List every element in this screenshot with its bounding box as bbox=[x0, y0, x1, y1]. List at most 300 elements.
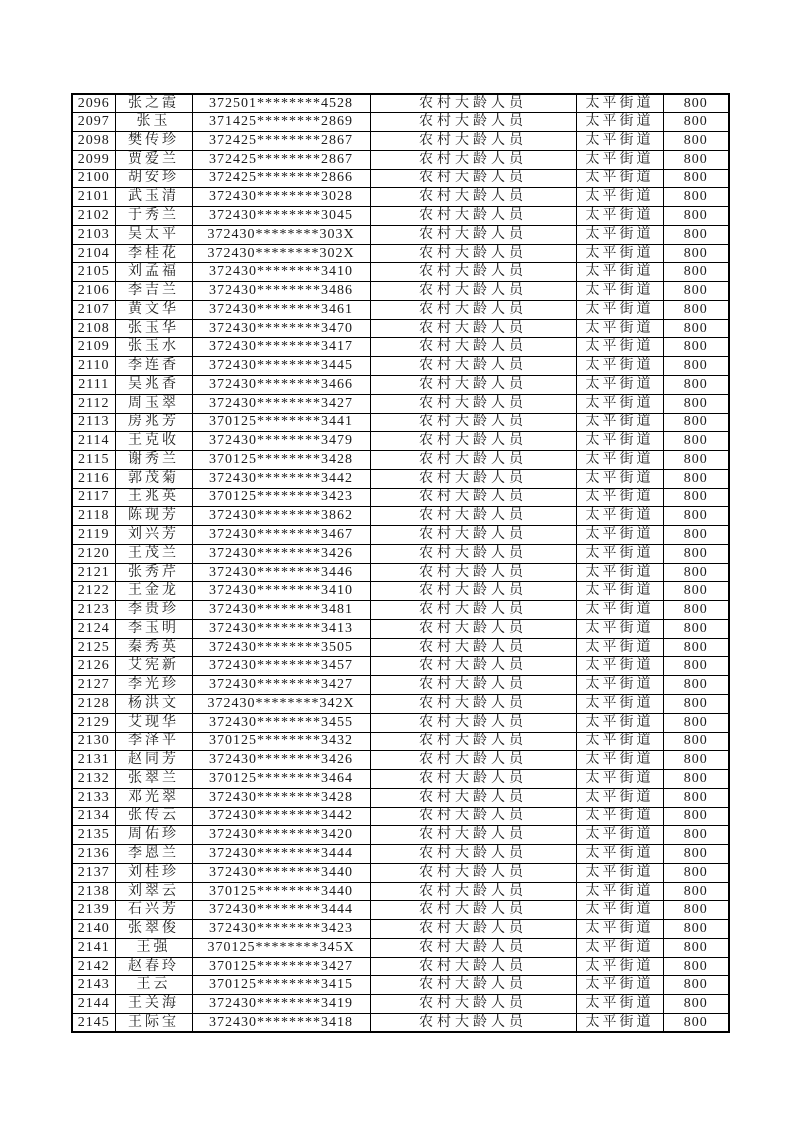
amount-cell: 800 bbox=[663, 451, 729, 470]
id-cell: 370125********3432 bbox=[192, 732, 370, 751]
category-cell: 农村大龄人员 bbox=[370, 938, 576, 957]
amount-cell: 800 bbox=[663, 113, 729, 132]
seq-cell: 2112 bbox=[72, 394, 115, 413]
seq-cell: 2097 bbox=[72, 113, 115, 132]
table-row bbox=[72, 920, 729, 939]
table-row bbox=[72, 94, 729, 113]
amount-cell: 800 bbox=[663, 901, 729, 920]
name-cell: 李恩兰 bbox=[115, 845, 192, 864]
category-cell: 农村大龄人员 bbox=[370, 469, 576, 488]
table-row bbox=[72, 638, 729, 657]
street-cell: 太平街道 bbox=[576, 207, 663, 226]
seq-cell: 2106 bbox=[72, 282, 115, 301]
street-cell: 太平街道 bbox=[576, 938, 663, 957]
category-cell: 农村大龄人员 bbox=[370, 1014, 576, 1033]
category-cell: 农村大龄人员 bbox=[370, 544, 576, 563]
name-cell: 房兆芳 bbox=[115, 413, 192, 432]
seq-cell: 2120 bbox=[72, 544, 115, 563]
street-cell: 太平街道 bbox=[576, 638, 663, 657]
seq-cell: 2134 bbox=[72, 807, 115, 826]
street-cell: 太平街道 bbox=[576, 338, 663, 357]
amount-cell: 800 bbox=[663, 845, 729, 864]
amount-cell: 800 bbox=[663, 619, 729, 638]
table-row bbox=[72, 1014, 729, 1033]
street-cell: 太平街道 bbox=[576, 488, 663, 507]
name-cell: 邓光翠 bbox=[115, 788, 192, 807]
seq-cell: 2116 bbox=[72, 469, 115, 488]
category-cell: 农村大龄人员 bbox=[370, 488, 576, 507]
amount-cell: 800 bbox=[663, 225, 729, 244]
name-cell: 艾现华 bbox=[115, 713, 192, 732]
amount-cell: 800 bbox=[663, 826, 729, 845]
category-cell: 农村大龄人员 bbox=[370, 638, 576, 657]
id-cell: 372430********3423 bbox=[192, 920, 370, 939]
category-cell: 农村大龄人员 bbox=[370, 394, 576, 413]
name-cell: 张翠兰 bbox=[115, 770, 192, 789]
table-row bbox=[72, 619, 729, 638]
seq-cell: 2104 bbox=[72, 244, 115, 263]
category-cell: 农村大龄人员 bbox=[370, 601, 576, 620]
amount-cell: 800 bbox=[663, 150, 729, 169]
amount-cell: 800 bbox=[663, 188, 729, 207]
table-row bbox=[72, 150, 729, 169]
id-cell: 371425********2869 bbox=[192, 113, 370, 132]
seq-cell: 2102 bbox=[72, 207, 115, 226]
seq-cell: 2108 bbox=[72, 319, 115, 338]
id-cell: 372430********3455 bbox=[192, 713, 370, 732]
seq-cell: 2123 bbox=[72, 601, 115, 620]
id-cell: 370125********3440 bbox=[192, 882, 370, 901]
category-cell: 农村大龄人员 bbox=[370, 300, 576, 319]
seq-cell: 2124 bbox=[72, 619, 115, 638]
table-row bbox=[72, 544, 729, 563]
seq-cell: 2142 bbox=[72, 957, 115, 976]
table-row bbox=[72, 300, 729, 319]
name-cell: 刘兴芳 bbox=[115, 526, 192, 545]
category-cell: 农村大龄人员 bbox=[370, 451, 576, 470]
table-row bbox=[72, 169, 729, 188]
amount-cell: 800 bbox=[663, 207, 729, 226]
seq-cell: 2129 bbox=[72, 713, 115, 732]
street-cell: 太平街道 bbox=[576, 451, 663, 470]
name-cell: 张传云 bbox=[115, 807, 192, 826]
id-cell: 372430********3457 bbox=[192, 657, 370, 676]
seq-cell: 2107 bbox=[72, 300, 115, 319]
amount-cell: 800 bbox=[663, 751, 729, 770]
id-cell: 372425********2866 bbox=[192, 169, 370, 188]
amount-cell: 800 bbox=[663, 169, 729, 188]
table-row bbox=[72, 225, 729, 244]
amount-cell: 800 bbox=[663, 788, 729, 807]
category-cell: 农村大龄人员 bbox=[370, 188, 576, 207]
table-row bbox=[72, 826, 729, 845]
table-row bbox=[72, 713, 729, 732]
table-row bbox=[72, 601, 729, 620]
category-cell: 农村大龄人员 bbox=[370, 676, 576, 695]
amount-cell: 800 bbox=[663, 863, 729, 882]
table-row bbox=[72, 207, 729, 226]
table-row bbox=[72, 357, 729, 376]
name-cell: 艾宪新 bbox=[115, 657, 192, 676]
seq-cell: 2145 bbox=[72, 1014, 115, 1033]
amount-cell: 800 bbox=[663, 544, 729, 563]
category-cell: 农村大龄人员 bbox=[370, 169, 576, 188]
table-row bbox=[72, 788, 729, 807]
category-cell: 农村大龄人员 bbox=[370, 807, 576, 826]
seq-cell: 2125 bbox=[72, 638, 115, 657]
seq-cell: 2135 bbox=[72, 826, 115, 845]
category-cell: 农村大龄人员 bbox=[370, 976, 576, 995]
seq-cell: 2121 bbox=[72, 563, 115, 582]
street-cell: 太平街道 bbox=[576, 300, 663, 319]
category-cell: 农村大龄人员 bbox=[370, 132, 576, 151]
amount-cell: 800 bbox=[663, 244, 729, 263]
id-cell: 372430********3427 bbox=[192, 676, 370, 695]
table-row bbox=[72, 526, 729, 545]
table-row bbox=[72, 938, 729, 957]
seq-cell: 2100 bbox=[72, 169, 115, 188]
amount-cell: 800 bbox=[663, 995, 729, 1014]
street-cell: 太平街道 bbox=[576, 863, 663, 882]
category-cell: 农村大龄人员 bbox=[370, 150, 576, 169]
street-cell: 太平街道 bbox=[576, 845, 663, 864]
category-cell: 农村大龄人员 bbox=[370, 920, 576, 939]
name-cell: 樊传珍 bbox=[115, 132, 192, 151]
seq-cell: 2141 bbox=[72, 938, 115, 957]
street-cell: 太平街道 bbox=[576, 788, 663, 807]
table-row bbox=[72, 976, 729, 995]
category-cell: 农村大龄人员 bbox=[370, 225, 576, 244]
category-cell: 农村大龄人员 bbox=[370, 113, 576, 132]
category-cell: 农村大龄人员 bbox=[370, 282, 576, 301]
id-cell: 370125********3423 bbox=[192, 488, 370, 507]
category-cell: 农村大龄人员 bbox=[370, 845, 576, 864]
table-row bbox=[72, 563, 729, 582]
street-cell: 太平街道 bbox=[576, 619, 663, 638]
street-cell: 太平街道 bbox=[576, 882, 663, 901]
seq-cell: 2114 bbox=[72, 432, 115, 451]
table-row bbox=[72, 319, 729, 338]
street-cell: 太平街道 bbox=[576, 507, 663, 526]
street-cell: 太平街道 bbox=[576, 432, 663, 451]
street-cell: 太平街道 bbox=[576, 282, 663, 301]
amount-cell: 800 bbox=[663, 582, 729, 601]
category-cell: 农村大龄人员 bbox=[370, 263, 576, 282]
street-cell: 太平街道 bbox=[576, 563, 663, 582]
id-cell: 372430********3428 bbox=[192, 788, 370, 807]
category-cell: 农村大龄人员 bbox=[370, 526, 576, 545]
table-row bbox=[72, 469, 729, 488]
amount-cell: 800 bbox=[663, 807, 729, 826]
id-cell: 372430********3444 bbox=[192, 901, 370, 920]
name-cell: 刘孟福 bbox=[115, 263, 192, 282]
category-cell: 农村大龄人员 bbox=[370, 863, 576, 882]
table-row bbox=[72, 113, 729, 132]
table-row bbox=[72, 394, 729, 413]
street-cell: 太平街道 bbox=[576, 113, 663, 132]
name-cell: 于秀兰 bbox=[115, 207, 192, 226]
amount-cell: 800 bbox=[663, 319, 729, 338]
amount-cell: 800 bbox=[663, 375, 729, 394]
name-cell: 郭茂菊 bbox=[115, 469, 192, 488]
name-cell: 黄文华 bbox=[115, 300, 192, 319]
seq-cell: 2126 bbox=[72, 657, 115, 676]
amount-cell: 800 bbox=[663, 657, 729, 676]
name-cell: 张玉 bbox=[115, 113, 192, 132]
category-cell: 农村大龄人员 bbox=[370, 357, 576, 376]
seq-cell: 2118 bbox=[72, 507, 115, 526]
street-cell: 太平街道 bbox=[576, 169, 663, 188]
name-cell: 周玉翠 bbox=[115, 394, 192, 413]
seq-cell: 2115 bbox=[72, 451, 115, 470]
name-cell: 秦秀英 bbox=[115, 638, 192, 657]
amount-cell: 800 bbox=[663, 394, 729, 413]
name-cell: 吴太平 bbox=[115, 225, 192, 244]
id-cell: 372430********342X bbox=[192, 695, 370, 714]
street-cell: 太平街道 bbox=[576, 901, 663, 920]
amount-cell: 800 bbox=[663, 338, 729, 357]
id-cell: 372430********3419 bbox=[192, 995, 370, 1014]
seq-cell: 2131 bbox=[72, 751, 115, 770]
id-cell: 372430********3446 bbox=[192, 563, 370, 582]
id-cell: 372430********303X bbox=[192, 225, 370, 244]
name-cell: 赵同芳 bbox=[115, 751, 192, 770]
name-cell: 刘桂珍 bbox=[115, 863, 192, 882]
category-cell: 农村大龄人员 bbox=[370, 995, 576, 1014]
id-cell: 370125********3441 bbox=[192, 413, 370, 432]
amount-cell: 800 bbox=[663, 263, 729, 282]
seq-cell: 2122 bbox=[72, 582, 115, 601]
amount-cell: 800 bbox=[663, 563, 729, 582]
table-row bbox=[72, 282, 729, 301]
street-cell: 太平街道 bbox=[576, 132, 663, 151]
street-cell: 太平街道 bbox=[576, 394, 663, 413]
amount-cell: 800 bbox=[663, 976, 729, 995]
id-cell: 372430********3862 bbox=[192, 507, 370, 526]
street-cell: 太平街道 bbox=[576, 751, 663, 770]
table-row bbox=[72, 244, 729, 263]
category-cell: 农村大龄人员 bbox=[370, 207, 576, 226]
amount-cell: 800 bbox=[663, 676, 729, 695]
name-cell: 赵春玲 bbox=[115, 957, 192, 976]
category-cell: 农村大龄人员 bbox=[370, 432, 576, 451]
table-row bbox=[72, 957, 729, 976]
name-cell: 陈现芳 bbox=[115, 507, 192, 526]
table-row bbox=[72, 676, 729, 695]
category-cell: 农村大龄人员 bbox=[370, 882, 576, 901]
id-cell: 372430********3467 bbox=[192, 526, 370, 545]
seq-cell: 2128 bbox=[72, 695, 115, 714]
amount-cell: 800 bbox=[663, 357, 729, 376]
category-cell: 农村大龄人员 bbox=[370, 957, 576, 976]
seq-cell: 2143 bbox=[72, 976, 115, 995]
amount-cell: 800 bbox=[663, 957, 729, 976]
street-cell: 太平街道 bbox=[576, 319, 663, 338]
name-cell: 李光珍 bbox=[115, 676, 192, 695]
category-cell: 农村大龄人员 bbox=[370, 826, 576, 845]
id-cell: 372430********302X bbox=[192, 244, 370, 263]
id-cell: 372430********3444 bbox=[192, 845, 370, 864]
table-row bbox=[72, 732, 729, 751]
amount-cell: 800 bbox=[663, 132, 729, 151]
id-cell: 372430********3440 bbox=[192, 863, 370, 882]
table-row bbox=[72, 451, 729, 470]
id-cell: 372430********3486 bbox=[192, 282, 370, 301]
street-cell: 太平街道 bbox=[576, 244, 663, 263]
id-cell: 370125********3464 bbox=[192, 770, 370, 789]
amount-cell: 800 bbox=[663, 601, 729, 620]
name-cell: 李泽平 bbox=[115, 732, 192, 751]
name-cell: 张秀芹 bbox=[115, 563, 192, 582]
name-cell: 王兆英 bbox=[115, 488, 192, 507]
table-row bbox=[72, 751, 729, 770]
category-cell: 农村大龄人员 bbox=[370, 901, 576, 920]
name-cell: 王云 bbox=[115, 976, 192, 995]
name-cell: 吴兆香 bbox=[115, 375, 192, 394]
seq-cell: 2117 bbox=[72, 488, 115, 507]
id-cell: 372430********3426 bbox=[192, 544, 370, 563]
id-cell: 370125********3427 bbox=[192, 957, 370, 976]
name-cell: 张翠俊 bbox=[115, 920, 192, 939]
table-row bbox=[72, 507, 729, 526]
id-cell: 372430********3418 bbox=[192, 1014, 370, 1033]
seq-cell: 2139 bbox=[72, 901, 115, 920]
id-cell: 372430********3505 bbox=[192, 638, 370, 657]
street-cell: 太平街道 bbox=[576, 526, 663, 545]
street-cell: 太平街道 bbox=[576, 957, 663, 976]
table-row bbox=[72, 770, 729, 789]
seq-cell: 2127 bbox=[72, 676, 115, 695]
amount-cell: 800 bbox=[663, 94, 729, 113]
id-cell: 372430********3445 bbox=[192, 357, 370, 376]
id-cell: 372430********3481 bbox=[192, 601, 370, 620]
category-cell: 农村大龄人员 bbox=[370, 319, 576, 338]
roster-table-body bbox=[72, 94, 729, 1032]
id-cell: 372430********3442 bbox=[192, 807, 370, 826]
category-cell: 农村大龄人员 bbox=[370, 507, 576, 526]
seq-cell: 2140 bbox=[72, 920, 115, 939]
amount-cell: 800 bbox=[663, 432, 729, 451]
name-cell: 张玉水 bbox=[115, 338, 192, 357]
seq-cell: 2144 bbox=[72, 995, 115, 1014]
name-cell: 王克收 bbox=[115, 432, 192, 451]
name-cell: 胡安珍 bbox=[115, 169, 192, 188]
street-cell: 太平街道 bbox=[576, 995, 663, 1014]
amount-cell: 800 bbox=[663, 732, 729, 751]
seq-cell: 2111 bbox=[72, 375, 115, 394]
id-cell: 370125********345X bbox=[192, 938, 370, 957]
name-cell: 谢秀兰 bbox=[115, 451, 192, 470]
id-cell: 372430********3461 bbox=[192, 300, 370, 319]
id-cell: 372430********3420 bbox=[192, 826, 370, 845]
street-cell: 太平街道 bbox=[576, 544, 663, 563]
street-cell: 太平街道 bbox=[576, 94, 663, 113]
name-cell: 贾爱兰 bbox=[115, 150, 192, 169]
name-cell: 武玉清 bbox=[115, 188, 192, 207]
amount-cell: 800 bbox=[663, 413, 729, 432]
table-row bbox=[72, 338, 729, 357]
table-row bbox=[72, 413, 729, 432]
seq-cell: 2136 bbox=[72, 845, 115, 864]
street-cell: 太平街道 bbox=[576, 469, 663, 488]
name-cell: 李玉明 bbox=[115, 619, 192, 638]
seq-cell: 2133 bbox=[72, 788, 115, 807]
street-cell: 太平街道 bbox=[576, 1014, 663, 1033]
id-cell: 372430********3410 bbox=[192, 263, 370, 282]
amount-cell: 800 bbox=[663, 638, 729, 657]
street-cell: 太平街道 bbox=[576, 150, 663, 169]
table-row bbox=[72, 488, 729, 507]
street-cell: 太平街道 bbox=[576, 770, 663, 789]
table-row bbox=[72, 882, 729, 901]
seq-cell: 2138 bbox=[72, 882, 115, 901]
amount-cell: 800 bbox=[663, 526, 729, 545]
id-cell: 372430********3466 bbox=[192, 375, 370, 394]
name-cell: 张之霞 bbox=[115, 94, 192, 113]
table-row bbox=[72, 188, 729, 207]
street-cell: 太平街道 bbox=[576, 601, 663, 620]
category-cell: 农村大龄人员 bbox=[370, 338, 576, 357]
name-cell: 王茂兰 bbox=[115, 544, 192, 563]
amount-cell: 800 bbox=[663, 920, 729, 939]
name-cell: 周佑珍 bbox=[115, 826, 192, 845]
seq-cell: 2113 bbox=[72, 413, 115, 432]
street-cell: 太平街道 bbox=[576, 676, 663, 695]
name-cell: 王际宝 bbox=[115, 1014, 192, 1033]
table-row bbox=[72, 807, 729, 826]
name-cell: 李连香 bbox=[115, 357, 192, 376]
amount-cell: 800 bbox=[663, 300, 729, 319]
amount-cell: 800 bbox=[663, 488, 729, 507]
name-cell: 李贵珍 bbox=[115, 601, 192, 620]
table-row bbox=[72, 995, 729, 1014]
category-cell: 农村大龄人员 bbox=[370, 94, 576, 113]
table-row bbox=[72, 432, 729, 451]
id-cell: 372430********3028 bbox=[192, 188, 370, 207]
seq-cell: 2096 bbox=[72, 94, 115, 113]
category-cell: 农村大龄人员 bbox=[370, 713, 576, 732]
category-cell: 农村大龄人员 bbox=[370, 657, 576, 676]
table-row bbox=[72, 375, 729, 394]
street-cell: 太平街道 bbox=[576, 357, 663, 376]
amount-cell: 800 bbox=[663, 770, 729, 789]
amount-cell: 800 bbox=[663, 507, 729, 526]
id-cell: 372425********2867 bbox=[192, 150, 370, 169]
name-cell: 王关海 bbox=[115, 995, 192, 1014]
street-cell: 太平街道 bbox=[576, 732, 663, 751]
name-cell: 王强 bbox=[115, 938, 192, 957]
table-row bbox=[72, 263, 729, 282]
seq-cell: 2103 bbox=[72, 225, 115, 244]
id-cell: 372430********3479 bbox=[192, 432, 370, 451]
id-cell: 372430********3045 bbox=[192, 207, 370, 226]
category-cell: 农村大龄人员 bbox=[370, 770, 576, 789]
seq-cell: 2101 bbox=[72, 188, 115, 207]
category-cell: 农村大龄人员 bbox=[370, 563, 576, 582]
table-row bbox=[72, 901, 729, 920]
seq-cell: 2105 bbox=[72, 263, 115, 282]
name-cell: 刘翠云 bbox=[115, 882, 192, 901]
category-cell: 农村大龄人员 bbox=[370, 244, 576, 263]
name-cell: 王金龙 bbox=[115, 582, 192, 601]
seq-cell: 2099 bbox=[72, 150, 115, 169]
street-cell: 太平街道 bbox=[576, 413, 663, 432]
id-cell: 370125********3415 bbox=[192, 976, 370, 995]
amount-cell: 800 bbox=[663, 938, 729, 957]
street-cell: 太平街道 bbox=[576, 695, 663, 714]
street-cell: 太平街道 bbox=[576, 582, 663, 601]
street-cell: 太平街道 bbox=[576, 375, 663, 394]
